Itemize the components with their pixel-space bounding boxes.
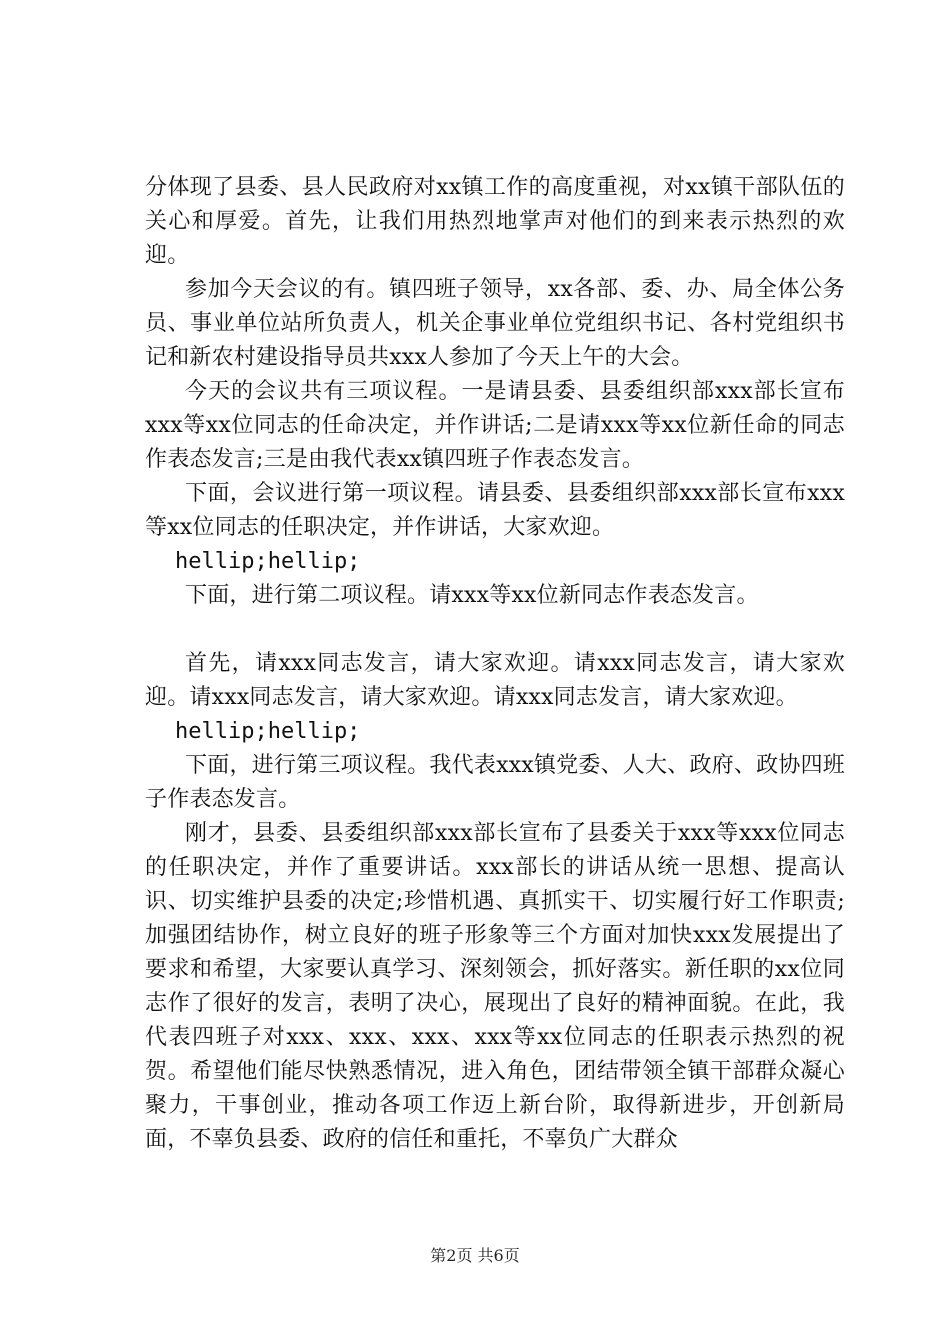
ellipsis-placeholder: hellip;hellip; bbox=[175, 549, 361, 574]
paragraph-second-item: 下面，进行第二项议程。请xxx等xx位新同志作表态发言。 bbox=[185, 583, 759, 608]
ellipsis-placeholder: hellip;hellip; bbox=[175, 719, 361, 744]
paragraph-summary: 刚才，县委、县委组织部xxx部长宣布了县委关于xxx等xxx位同志的任职决定，并作了重要讲话。xxx部长的讲话从统一思想、提高认识、切实维护县委的决定;珍惜机遇、真抓实干、切实履行好工作职责;加强团结协作，树立良好的班子形象等三个方面对加快xxx发展提出了要求和希望，大家要认真学习、深刻领会，抓好落实。新任职的xx位同志作了很好的发言，表明了决心，展现出了良好的精神面貌。在此，我代表四班子对xxx、xxx、xxx、xxx等xx位同志的任职表示热烈的祝贺。希望他们能尽快熟悉情况，进入角色，团结带领全镇干部群众凝心聚力，干事创业，推动各项工作迈上新台阶，取得新进步，开创新局面，不辜负县委、政府的信任和重托，不辜负广大群众 bbox=[145, 821, 845, 1152]
paragraph-continued: 分体现了县委、县人民政府对xx镇工作的高度重视，对xx镇干部队伍的关心和厚爱。首先，让我们用热烈地掌声对他们的到来表示热烈的欢迎。 bbox=[145, 175, 845, 268]
page-number: 第2页 共6页 bbox=[430, 1246, 520, 1265]
page-footer bbox=[0, 1243, 950, 1266]
paragraph-attendees: 参加今天会议的有。镇四班子领导，xx各部、委、办、局全体公务员、事业单位站所负责人，机关企事业单位党组织书记、各村党组织书记和新农村建设指导员共xxx人参加了今天上午的大会。 bbox=[145, 277, 845, 370]
paragraph-third-item: 下面，进行第三项议程。我代表xxx镇党委、人大、政府、政协四班子作表态发言。 bbox=[145, 753, 845, 812]
paragraph-speakers: 首先，请xxx同志发言，请大家欢迎。请xxx同志发言，请大家欢迎。请xxx同志发言，请大家欢迎。请xxx同志发言，请大家欢迎。 bbox=[145, 651, 845, 710]
document-body bbox=[145, 171, 845, 1157]
paragraph-agenda: 今天的会议共有三项议程。一是请县委、县委组织部xxx部长宣布xxx等xx位同志的任命决定，并作讲话;二是请xxx等xx位新任命的同志作表态发言;三是由我代表xx镇四班子作表态发言。 bbox=[145, 379, 845, 472]
paragraph-first-item: 下面，会议进行第一项议程。请县委、县委组织部xxx部长宣布xxx等xx位同志的任职决定，并作讲话，大家欢迎。 bbox=[145, 481, 845, 540]
